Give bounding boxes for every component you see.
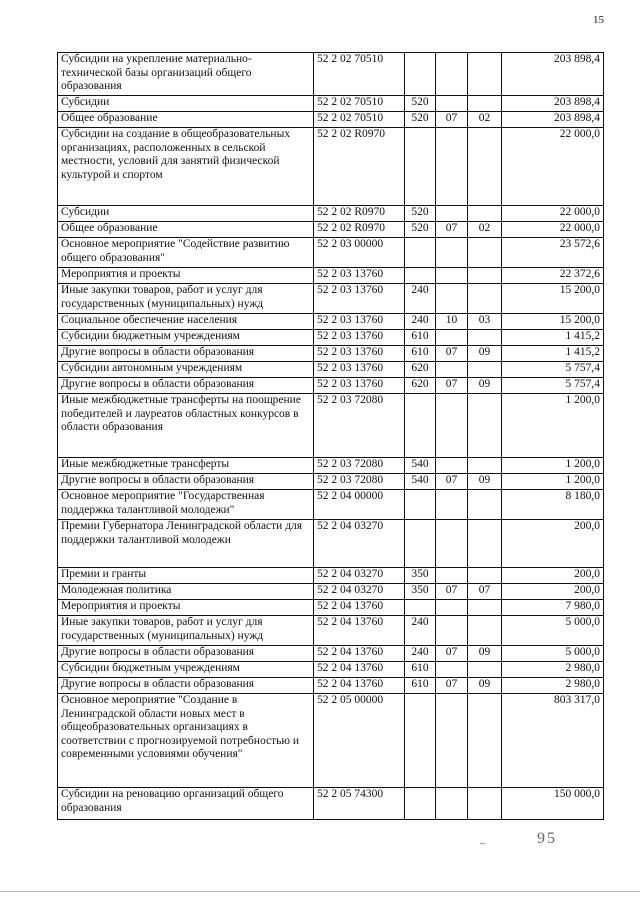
table-row — [58, 474, 604, 490]
table-row — [58, 128, 604, 206]
row-amount: 5 757,4 — [502, 362, 604, 378]
row-target-code: 52 2 04 00000 — [314, 490, 405, 520]
row-amount: 150 000,0 — [502, 788, 604, 820]
row-section — [436, 662, 468, 678]
row-name: Общее образование — [58, 112, 314, 128]
row-expense-type: 540 — [405, 474, 436, 490]
row-amount: 203 898,4 — [502, 53, 604, 96]
table-row — [58, 458, 604, 474]
row-section — [436, 53, 468, 96]
row-amount: 2 980,0 — [502, 662, 604, 678]
row-expense-type — [405, 600, 436, 616]
row-expense-type — [405, 268, 436, 284]
table-row — [58, 378, 604, 394]
row-amount: 203 898,4 — [502, 112, 604, 128]
table-row — [58, 222, 604, 238]
table-row — [58, 788, 604, 820]
row-amount: 5 757,4 — [502, 378, 604, 394]
footer-dash: – — [480, 838, 485, 849]
row-target-code: 52 2 05 74300 — [314, 788, 405, 820]
row-target-code: 52 2 02 R0970 — [314, 206, 405, 222]
row-name: Другие вопросы в области образования — [58, 646, 314, 662]
row-subsection: 09 — [468, 474, 502, 490]
row-name: Другие вопросы в области образования — [58, 346, 314, 362]
row-amount: 5 000,0 — [502, 616, 604, 646]
row-subsection — [468, 128, 502, 206]
row-amount: 200,0 — [502, 584, 604, 600]
row-section — [436, 490, 468, 520]
row-name: Субсидии — [58, 96, 314, 112]
row-amount: 203 898,4 — [502, 96, 604, 112]
row-expense-type: 520 — [405, 222, 436, 238]
row-name: Иные межбюджетные трансферты на поощрение победителей и лауреатов областных конкурсов в области образования — [58, 394, 314, 458]
row-name: Мероприятия и проекты — [58, 600, 314, 616]
row-target-code: 52 2 04 13760 — [314, 678, 405, 694]
row-amount: 1 200,0 — [502, 474, 604, 490]
row-expense-type: 610 — [405, 346, 436, 362]
row-name: Субсидии бюджетным учреждениям — [58, 662, 314, 678]
row-subsection — [468, 520, 502, 568]
row-amount: 15 200,0 — [502, 314, 604, 330]
table-row — [58, 268, 604, 284]
row-section — [436, 284, 468, 314]
table-row — [58, 96, 604, 112]
row-target-code: 52 2 03 13760 — [314, 314, 405, 330]
row-subsection — [468, 662, 502, 678]
row-subsection — [468, 600, 502, 616]
row-name: Премии и гранты — [58, 568, 314, 584]
row-expense-type — [405, 490, 436, 520]
row-subsection — [468, 362, 502, 378]
row-name: Общее образование — [58, 222, 314, 238]
row-section — [436, 268, 468, 284]
row-target-code: 52 2 02 70510 — [314, 53, 405, 96]
row-section — [436, 206, 468, 222]
row-amount: 15 200,0 — [502, 284, 604, 314]
row-section — [436, 330, 468, 346]
row-subsection — [468, 238, 502, 268]
row-expense-type: 610 — [405, 662, 436, 678]
row-expense-type — [405, 53, 436, 96]
row-target-code: 52 2 04 03270 — [314, 584, 405, 600]
row-expense-type — [405, 788, 436, 820]
row-expense-type: 610 — [405, 678, 436, 694]
row-amount: 22 372,6 — [502, 268, 604, 284]
row-target-code: 52 2 02 R0970 — [314, 128, 405, 206]
row-section — [436, 458, 468, 474]
row-expense-type: 520 — [405, 206, 436, 222]
row-expense-type: 520 — [405, 112, 436, 128]
row-target-code: 52 2 03 13760 — [314, 268, 405, 284]
row-subsection: 09 — [468, 678, 502, 694]
table-row — [58, 362, 604, 378]
row-amount: 200,0 — [502, 520, 604, 568]
row-target-code: 52 2 04 13760 — [314, 616, 405, 646]
row-subsection: 02 — [468, 112, 502, 128]
table-row — [58, 490, 604, 520]
row-section — [436, 694, 468, 788]
table-row — [58, 346, 604, 362]
row-subsection: 09 — [468, 346, 502, 362]
row-section — [436, 600, 468, 616]
row-subsection — [468, 268, 502, 284]
row-amount: 22 000,0 — [502, 206, 604, 222]
row-name: Иные закупки товаров, работ и услуг для государственных (муниципальных) нужд — [58, 616, 314, 646]
row-section — [436, 96, 468, 112]
row-amount: 1 200,0 — [502, 458, 604, 474]
row-target-code: 52 2 03 72080 — [314, 394, 405, 458]
row-name: Субсидии на укрепление материально-технической базы организаций общего образования — [58, 53, 314, 96]
row-amount: 1 415,2 — [502, 346, 604, 362]
row-target-code: 52 2 02 70510 — [314, 96, 405, 112]
row-target-code: 52 2 05 00000 — [314, 694, 405, 788]
row-expense-type: 240 — [405, 646, 436, 662]
row-amount: 23 572,6 — [502, 238, 604, 268]
row-expense-type — [405, 394, 436, 458]
row-amount: 803 317,0 — [502, 694, 604, 788]
row-target-code: 52 2 03 72080 — [314, 474, 405, 490]
row-section — [436, 568, 468, 584]
row-section — [436, 616, 468, 646]
row-subsection — [468, 616, 502, 646]
row-section: 07 — [436, 378, 468, 394]
row-name: Мероприятия и проекты — [58, 268, 314, 284]
row-name: Социальное обеспечение населения — [58, 314, 314, 330]
bottom-rule — [0, 891, 640, 892]
row-section: 07 — [436, 112, 468, 128]
row-target-code: 52 2 03 13760 — [314, 346, 405, 362]
row-expense-type: 520 — [405, 96, 436, 112]
row-section — [436, 128, 468, 206]
row-name: Основное мероприятие "Содействие развитию общего образования" — [58, 238, 314, 268]
row-subsection — [468, 788, 502, 820]
table-row — [58, 238, 604, 268]
row-target-code: 52 2 03 13760 — [314, 284, 405, 314]
page-number: 15 — [593, 14, 604, 26]
table-row — [58, 646, 604, 662]
table-row — [58, 584, 604, 600]
row-expense-type: 620 — [405, 378, 436, 394]
table-row — [58, 206, 604, 222]
row-section: 07 — [436, 474, 468, 490]
row-target-code: 52 2 02 R0970 — [314, 222, 405, 238]
row-target-code: 52 2 04 13760 — [314, 646, 405, 662]
row-subsection — [468, 53, 502, 96]
row-expense-type: 620 — [405, 362, 436, 378]
row-amount: 5 000,0 — [502, 646, 604, 662]
row-expense-type: 350 — [405, 568, 436, 584]
row-subsection — [468, 206, 502, 222]
row-subsection: 09 — [468, 378, 502, 394]
row-amount: 200,0 — [502, 568, 604, 584]
table-row — [58, 600, 604, 616]
row-name: Другие вопросы в области образования — [58, 474, 314, 490]
row-subsection: 02 — [468, 222, 502, 238]
row-subsection: 03 — [468, 314, 502, 330]
table-row — [58, 568, 604, 584]
row-subsection — [468, 394, 502, 458]
row-subsection — [468, 568, 502, 584]
row-section: 07 — [436, 584, 468, 600]
row-name: Иные закупки товаров, работ и услуг для государственных (муниципальных) нужд — [58, 284, 314, 314]
row-expense-type: 240 — [405, 284, 436, 314]
row-name: Субсидии на реновацию организаций общего образования — [58, 788, 314, 820]
row-section — [436, 238, 468, 268]
row-target-code: 52 2 03 72080 — [314, 458, 405, 474]
row-expense-type: 350 — [405, 584, 436, 600]
row-name: Молодежная политика — [58, 584, 314, 600]
table-row — [58, 662, 604, 678]
row-section: 07 — [436, 222, 468, 238]
row-subsection: 07 — [468, 584, 502, 600]
row-amount: 1 200,0 — [502, 394, 604, 458]
row-target-code: 52 2 04 03270 — [314, 520, 405, 568]
table-row — [58, 314, 604, 330]
row-name: Другие вопросы в области образования — [58, 678, 314, 694]
row-section: 10 — [436, 314, 468, 330]
row-name: Основное мероприятие "Государственная поддержка талантливой молодежи" — [58, 490, 314, 520]
row-target-code: 52 2 03 13760 — [314, 362, 405, 378]
row-section — [436, 788, 468, 820]
row-name: Иные межбюджетные трансферты — [58, 458, 314, 474]
row-section: 07 — [436, 678, 468, 694]
row-expense-type — [405, 238, 436, 268]
row-expense-type: 540 — [405, 458, 436, 474]
row-name: Субсидии на создание в общеобразовательных организациях, расположенных в сельской местности, условий для занятий физической культурой и спортом — [58, 128, 314, 206]
row-target-code: 52 2 03 13760 — [314, 330, 405, 346]
row-subsection — [468, 458, 502, 474]
row-target-code: 52 2 04 03270 — [314, 568, 405, 584]
row-name: Субсидии бюджетным учреждениям — [58, 330, 314, 346]
row-subsection — [468, 284, 502, 314]
row-subsection — [468, 96, 502, 112]
row-amount: 8 180,0 — [502, 490, 604, 520]
table-row — [58, 394, 604, 458]
row-amount: 2 980,0 — [502, 678, 604, 694]
row-expense-type: 240 — [405, 314, 436, 330]
row-section: 07 — [436, 346, 468, 362]
row-target-code: 52 2 02 70510 — [314, 112, 405, 128]
table-row — [58, 678, 604, 694]
row-amount: 22 000,0 — [502, 128, 604, 206]
row-expense-type: 610 — [405, 330, 436, 346]
row-section: 07 — [436, 646, 468, 662]
row-target-code: 52 2 04 13760 — [314, 662, 405, 678]
row-target-code: 52 2 03 00000 — [314, 238, 405, 268]
footer-page-mark: 95 — [537, 830, 557, 847]
budget-table — [57, 52, 604, 820]
table-row — [58, 520, 604, 568]
row-section — [436, 520, 468, 568]
row-name: Другие вопросы в области образования — [58, 378, 314, 394]
row-expense-type — [405, 694, 436, 788]
row-expense-type — [405, 128, 436, 206]
row-subsection — [468, 490, 502, 520]
table-row — [58, 112, 604, 128]
row-name: Субсидии — [58, 206, 314, 222]
table-row — [58, 330, 604, 346]
row-name: Премии Губернатора Ленинградской области для поддержки талантливой молодежи — [58, 520, 314, 568]
row-target-code: 52 2 03 13760 — [314, 378, 405, 394]
row-target-code: 52 2 04 13760 — [314, 600, 405, 616]
row-expense-type: 240 — [405, 616, 436, 646]
row-section — [436, 362, 468, 378]
row-amount: 7 980,0 — [502, 600, 604, 616]
row-subsection — [468, 694, 502, 788]
table-row — [58, 53, 604, 96]
row-name: Субсидии автономным учреждениям — [58, 362, 314, 378]
row-amount: 22 000,0 — [502, 222, 604, 238]
table-row — [58, 616, 604, 646]
table-row — [58, 694, 604, 788]
row-section — [436, 394, 468, 458]
table-row — [58, 284, 604, 314]
row-subsection: 09 — [468, 646, 502, 662]
row-expense-type — [405, 520, 436, 568]
row-name: Основное мероприятие "Создание в Ленинградской области новых мест в общеобразовательных организациях в соответствии с прогнозируемой потребностью и современными условиями обучения" — [58, 694, 314, 788]
row-subsection — [468, 330, 502, 346]
row-amount: 1 415,2 — [502, 330, 604, 346]
